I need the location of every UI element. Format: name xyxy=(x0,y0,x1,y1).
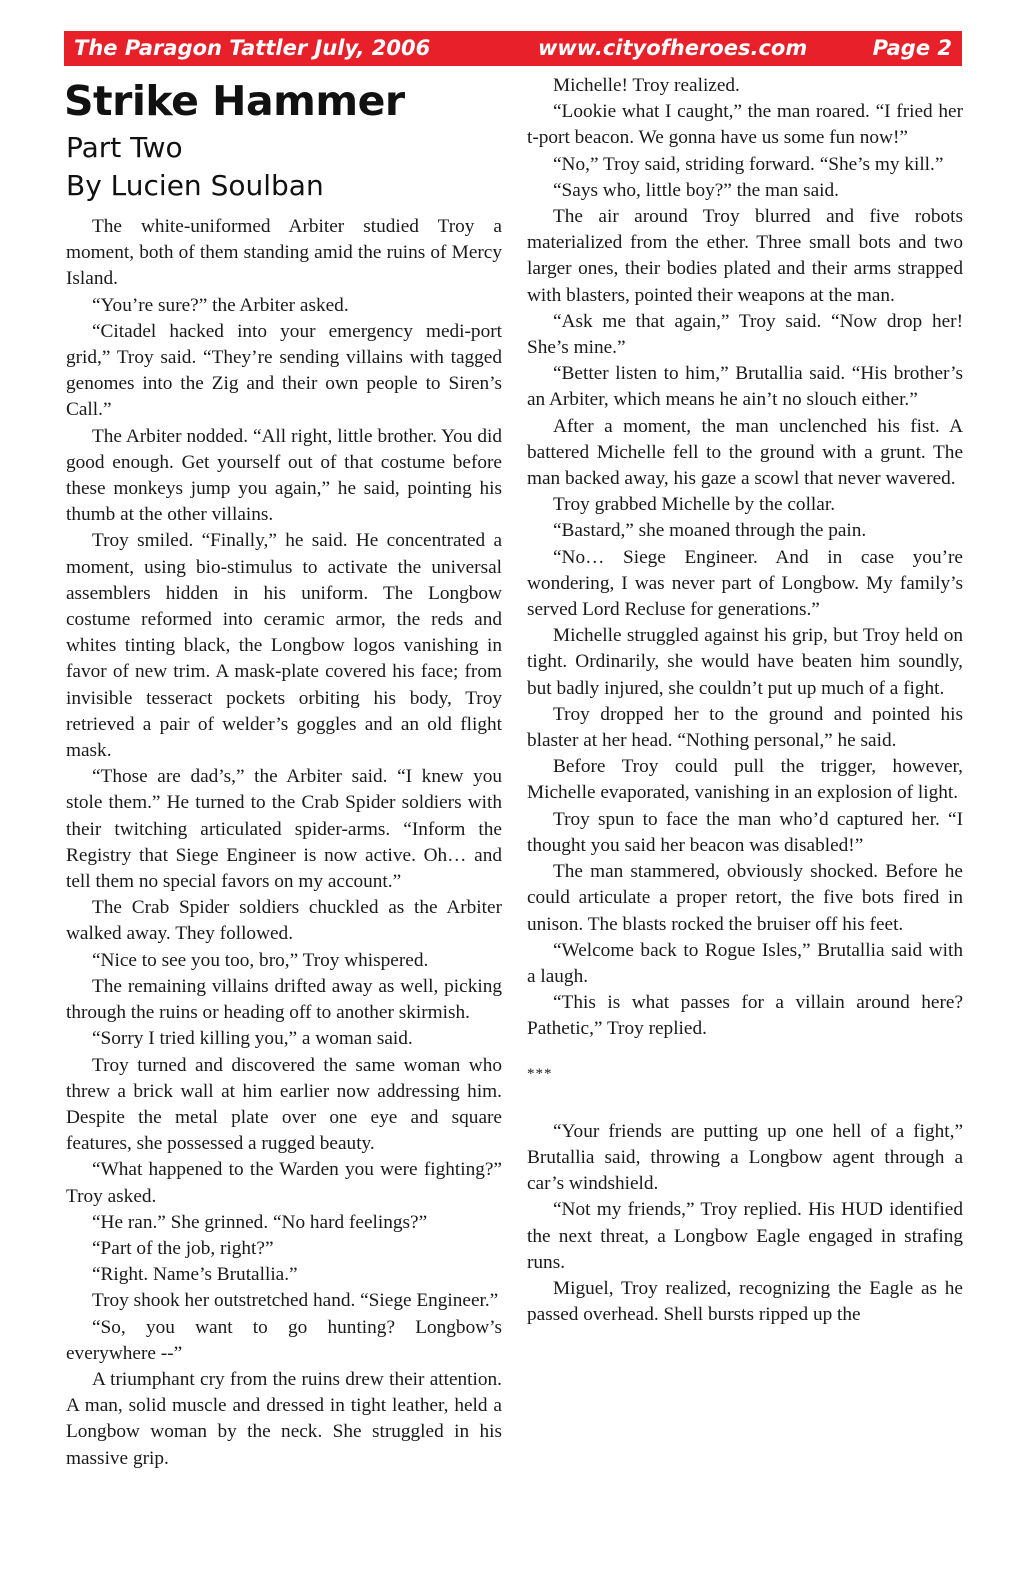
paragraph: Michelle! Troy realized. xyxy=(553,75,740,96)
paragraph: Before Troy could pull the trigger, however, Michelle evaporated, vanishing in an explosion of light. xyxy=(527,756,963,804)
paragraph: Troy spun to face the man who’d captured her. “I thought you said her beacon was disabled!” xyxy=(527,808,963,856)
publication-title: The Paragon Tattler July, 2006 xyxy=(74,36,431,60)
paragraph: Troy smiled. “Finally,” he said. He concentrated a moment, using bio-stimulus to activate the universal assemblers hidden in his uniform. The Longbow costume reformed into ceramic armor, the reds and whites tinting black, the Longbow logos vanishing in favor of new trim. A mask-plate covered his face; from invisible tesseract pockets orbiting his body, Troy retrieved a pair of welder’s goggles and an old flight mask. xyxy=(66,530,502,762)
paragraph: “What happened to the Warden you were fighting?” Troy asked. xyxy=(66,1159,502,1207)
paragraph: “No,” Troy said, striding forward. “She’s my kill.” xyxy=(553,153,944,175)
paragraph: The remaining villains drifted away as well, picking through the ruins or heading off to another skirmish. xyxy=(66,975,502,1024)
paragraph: “No… Siege Engineer. And in case you’re wondering, I was never part of Longbow. My family’s served Lord Recluse for generations.” xyxy=(527,546,963,621)
website-url[interactable]: www.cityofheroes.com xyxy=(538,36,808,60)
paragraph: “Part of the job, right?” xyxy=(92,1237,274,1259)
paragraph: The white-uniformed Arbiter studied Troy a moment, both of them standing amid the ruins of Mercy Island. xyxy=(66,216,502,290)
paragraph: Miguel, Troy realized, recognizing the Eagle as he passed overhead. Shell bursts ripped up the xyxy=(527,1277,963,1326)
paragraph: “Nice to see you too, bro,” Troy whispered. xyxy=(92,949,429,971)
right-text-column xyxy=(527,73,963,1328)
paragraph: After a moment, the man unclenched his fist. A battered Michelle fell to the ground with a grunt. The man backed away, his gaze a scowl that never wavered. xyxy=(527,415,963,490)
page-number: Page 2 xyxy=(872,36,952,60)
paragraph: “Your friends are putting up one hell of a fight,” Brutallia said, throwing a Longbow agent through a car’s windshield. xyxy=(527,1120,963,1195)
paragraph: “Better listen to him,” Brutallia said. “His brother’s an Arbiter, which means he ain’t no slouch either.” xyxy=(527,363,963,411)
paragraph: “Lookie what I caught,” the man roared. “I fried her t-port beacon. We gonna have us some fun now!” xyxy=(527,101,963,149)
paragraph: The Arbiter nodded. “All right, little brother. You did good enough. Get yourself out of that costume before these monkeys jump you again,” he said, pointing his thumb at the other villains. xyxy=(66,425,502,526)
story-subtitle: Part Two xyxy=(66,131,183,164)
scene-break: *** xyxy=(527,1065,553,1082)
paragraph: Michelle struggled against his grip, but Troy held on tight. Ordinarily, she would have beaten him soundly, but badly injured, she couldn’t put up much of a fight. xyxy=(527,625,963,699)
paragraph: The air around Troy blurred and five robots materialized from the ether. Three small bots and two larger ones, their bodies plated and their arms strapped with blasters, pointed their weapons at the man. xyxy=(527,206,963,306)
paragraph: Troy dropped her to the ground and pointed his blaster at her head. “Nothing personal,” he said. xyxy=(527,703,963,752)
paragraph: Troy shook her outstretched hand. “Siege Engineer.” xyxy=(92,1290,499,1312)
paragraph: Troy turned and discovered the same woman who threw a brick wall at him earlier now addressing him. Despite the metal plate over one eye and square features, she possessed a rugged beauty. xyxy=(66,1054,502,1155)
paragraph: “Right. Name’s Brutallia.” xyxy=(92,1264,298,1286)
paragraph: “Citadel hacked into your emergency medi-port grid,” Troy said. “They’re sending villains with tagged genomes into the Zig and their own people to Siren’s Call.” xyxy=(66,320,502,421)
paragraph: The Crab Spider soldiers chuckled as the Arbiter walked away. They followed. xyxy=(66,897,502,945)
paragraph: “So, you want to go hunting? Longbow’s everywhere --” xyxy=(66,1316,502,1364)
paragraph: “Welcome back to Rogue Isles,” Brutallia said with a laugh. xyxy=(527,939,963,987)
paragraph: “Ask me that again,” Troy said. “Now drop her! She’s mine.” xyxy=(527,310,963,359)
paragraph: “This is what passes for a villain around here? Pathetic,” Troy replied. xyxy=(527,992,963,1040)
paragraph: A triumphant cry from the ruins drew their attention. A man, solid muscle and dressed in tight leather, held a Longbow woman by the neck. She struggled in his massive grip. xyxy=(66,1368,502,1469)
paragraph: “Bastard,” she moaned through the pain. xyxy=(553,520,867,542)
paragraph: Troy grabbed Michelle by the collar. xyxy=(553,494,836,516)
paragraph: “You’re sure?” the Arbiter asked. xyxy=(92,294,349,316)
paragraph: “Those are dad’s,” the Arbiter said. “I knew you stole them.” He turned to the Crab Spider soldiers with their twitching articulated spider-arms. “Inform the Registry that Siege Engineer is now active. Oh… and tell them no special favors on my account.” xyxy=(66,766,502,893)
page-header-bar xyxy=(64,31,962,66)
story-byline: By Lucien Soulban xyxy=(66,169,324,202)
paragraph: “Sorry I tried killing you,” a woman said. xyxy=(92,1028,413,1050)
paragraph: “Not my friends,” Troy replied. His HUD identified the next threat, a Longbow Eagle engaged in strafing runs. xyxy=(527,1199,963,1273)
paragraph: The man stammered, obviously shocked. Before he could articulate a proper retort, the five bots fired in unison. The blasts rocked the bruiser off his feet. xyxy=(527,861,963,935)
paragraph: “Says who, little boy?” the man said. xyxy=(553,179,839,201)
left-text-column xyxy=(66,214,502,1472)
paragraph: “He ran.” She grinned. “No hard feelings?” xyxy=(92,1211,428,1233)
story-title: Strike Hammer xyxy=(64,77,405,125)
